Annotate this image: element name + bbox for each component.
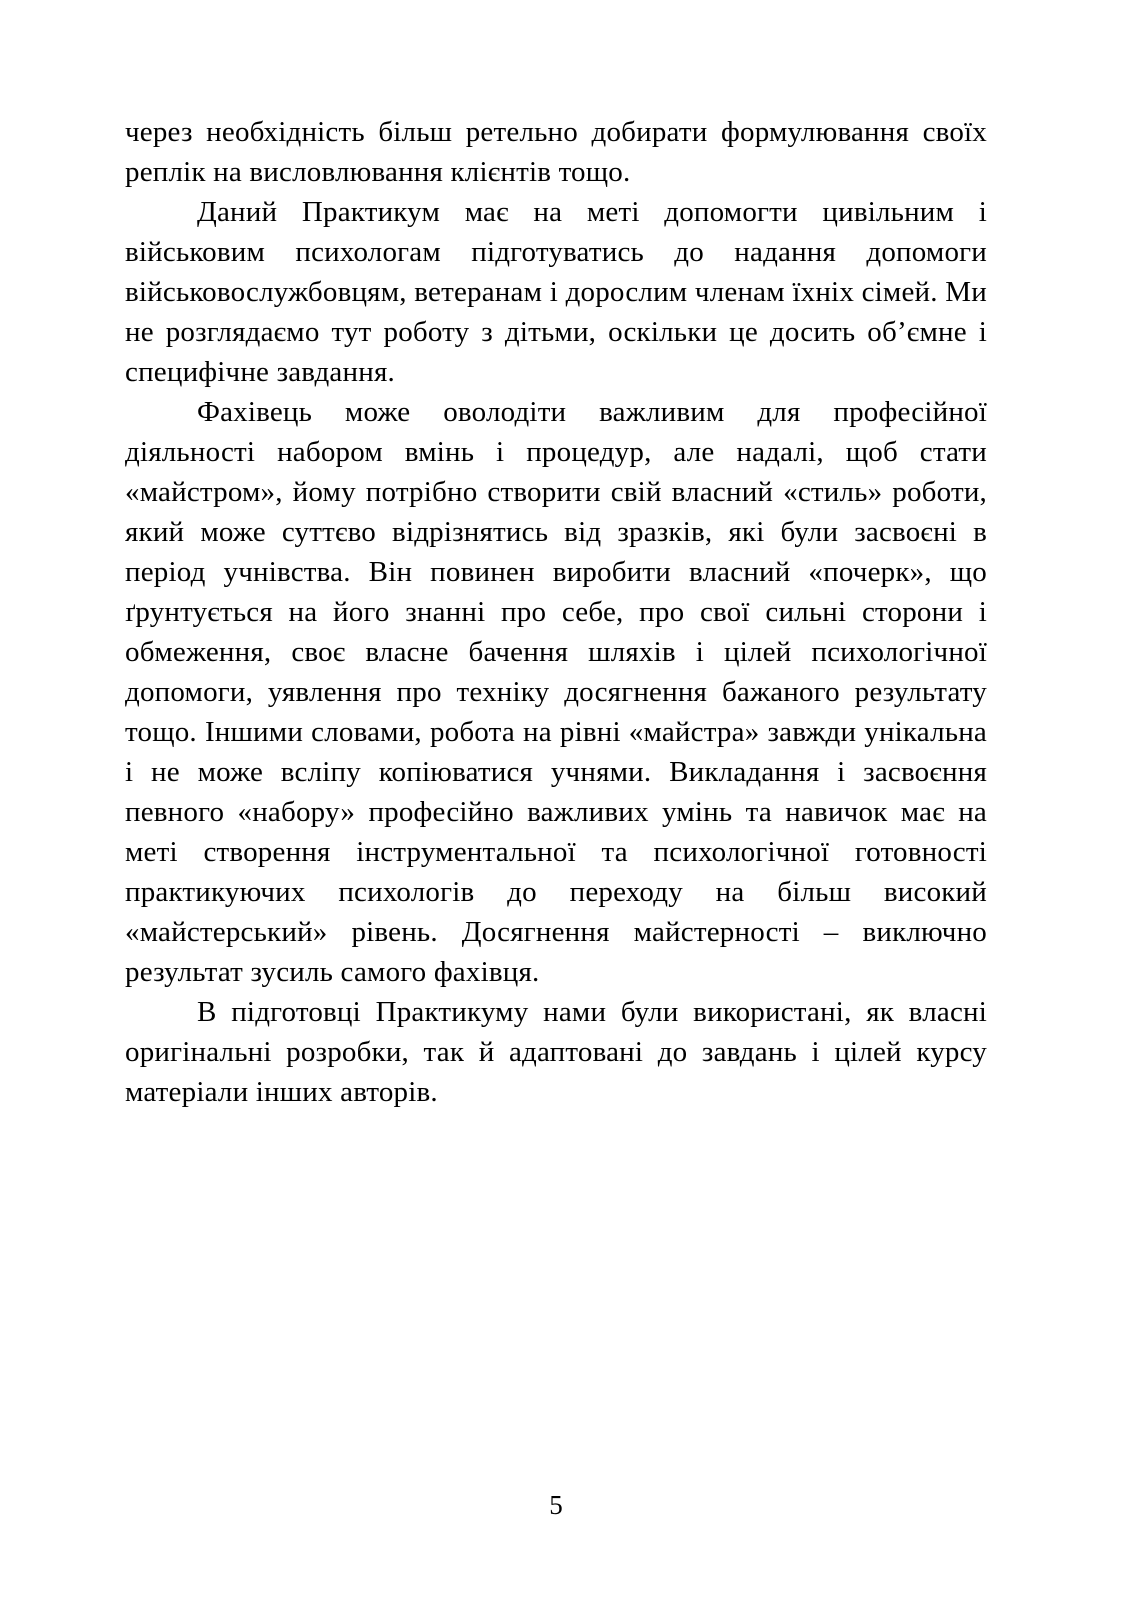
paragraph: В підготовці Практикуму нами були використані, як власні оригінальні розробки, так й адаптовані до завдань і цілей курсу матеріали інших авторів. [125,996,987,1108]
page-body [125,112,987,1112]
paragraph: Даний Практикум має на меті допомогти цивільним і військовим психологам підготуватись до надання допомоги військовослужбовцям, ветеранам і дорослим членам їхніх сімей. Ми не розглядаємо тут роботу з дітьми, оскільки це досить об’ємне і специфічне завдання. [125,196,987,388]
paragraph: через необхідність більш ретельно добирати формулювання своїх реплік на висловлювання клієнтів тощо. [125,116,987,188]
paragraph: Фахівець може оволодіти важливим для професійної діяльності набором вмінь і процедур, але надалі, щоб стати «майстром», йому потрібно створити свій власний «стиль» роботи, який може суттєво відрізнятись від зразків, які були засвоєні в період учнівства. Він повинен виробити власний «почерк», що ґрунтується на його знанні про себе, про свої сильні сторони і обмеження, своє власне бачення шляхів і цілей психологічної допомоги, уявлення про техніку досягнення бажаного результату тощо. Іншими словами, робота на рівні «майстра» завжди унікальна і не може всліпу копіюватися учнями. Викладання і засвоєння певного «набору» професійно важливих умінь та навичок має на меті створення інструментальної та психологічної готовності практикуючих психологів до переходу на більш високий «майстерський» рівень. Досягнення майстерності – виключно результат зусиль самого фахівця. [125,396,987,988]
page-number: 5 [549,1490,563,1520]
